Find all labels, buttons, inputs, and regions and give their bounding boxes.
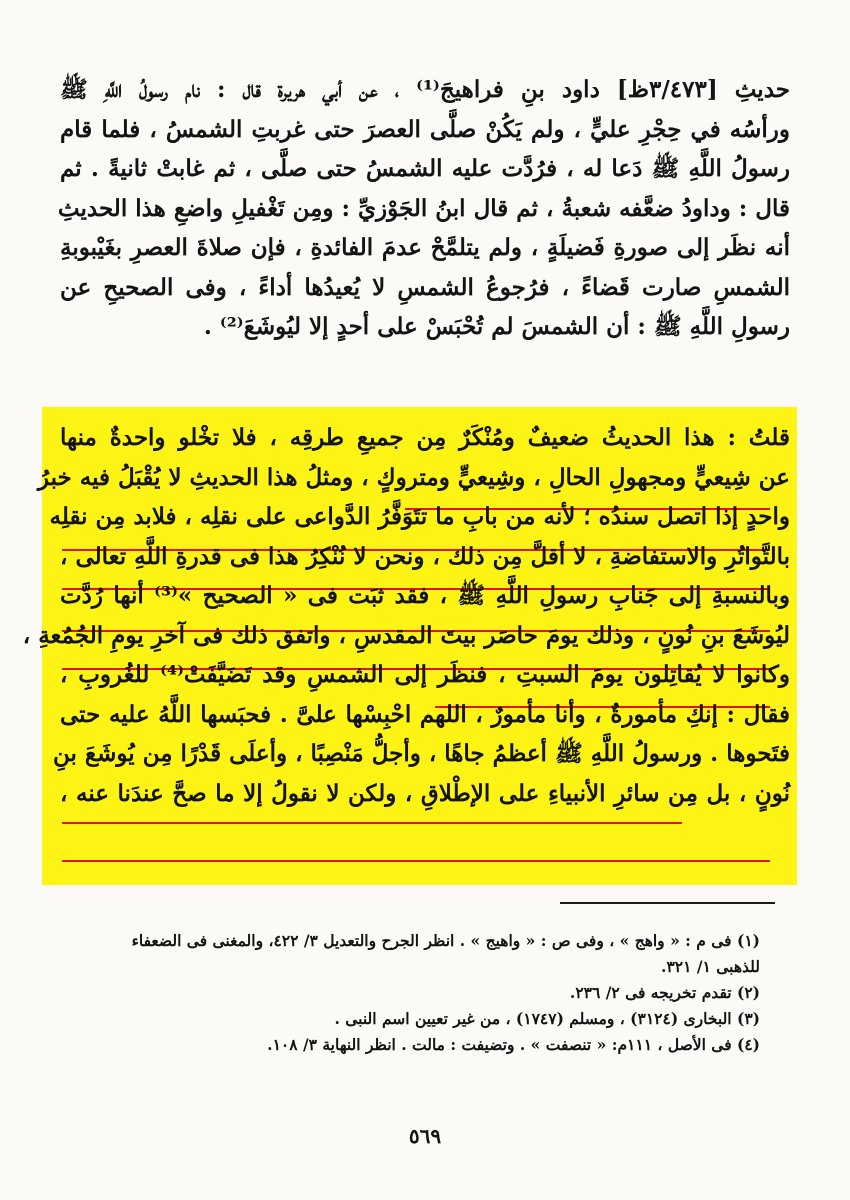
text-line: رسولِ اللَّهِ ﷺ : أن الشمسَ لم تُحْبَسْ على أحدٍ إلا ليُوشَعَ⁽²⁾ . — [203, 313, 790, 340]
text-line: ورأسُه في حِجْرِ عليٍّ ، ولم يَكُنْ صلَّى العصرَ حتى غربتِ الشمسُ ، فلما قام — [60, 115, 790, 143]
text-line: وكانوا لا يُقاتِلون يومَ السبتِ ، فنظَر إلى الشمسِ وقد تَضَيَّفَتْ⁽⁴⁾ للغُروبِ ، — [60, 661, 790, 688]
text-line: الشمسِ صارت قَضاءً ، فرُجوعُ الشمسِ لا يُعيدُها أداءً ، وفى الصحيحِ عن — [60, 273, 790, 301]
highlighted-text-block — [22, 418, 790, 813]
text-line: واحدٍ إذا اتصل سندُه ؛ لأنه من بابِ ما تتَوَفَّرُ الدَّواعى على نقلِه ، فلابد مِن نقلِه — [49, 503, 790, 530]
text-line: قال : وداودُ ضعَّفه شعبةُ ، ثم قال ابنُ الجَوْزيِّ : ومِن تَغْفيلِ واضعِ هذا الحديثِ — [57, 194, 790, 222]
text-line: بالتَّواتُرِ والاستفاضةِ ، لا أقلَّ مِن ذلك ، ونحن لا نُنْكِرُ هذا فى قدرةِ اللَّهِ تعالى ، — [60, 542, 790, 570]
footnote: (٢) تقدم تخريجه فى ٢/ ٢٣٦. — [569, 983, 760, 1002]
footnote: (٣) البخارى (٣١٢٤) ، ومسلم (١٧٤٧) ، من غير تعيين اسم النبى . — [334, 1009, 760, 1028]
text-line: نُونٍ ، بل مِن سائرِ الأنبياءِ على الإطْلاقِ ، ولكن لا نقولُ إلا ما صحَّ عندَنا عنه ، — [60, 779, 790, 807]
footnotes — [95, 928, 760, 1058]
page-number: ٥٦٩ — [408, 1124, 442, 1148]
text-line: فقال : إنكِ مأمورةٌ ، وأنا مأمورٌ ، اللهم احْبِسْها علىَّ . فحبَسها اللَّهُ عليه حتى — [60, 700, 790, 728]
text-line: قلتُ : هذا الحديثُ ضعيفٌ ومُنْكَرٌ مِن جميعِ طرقِه ، فلا تخْلو واحدةٌ منها — [60, 424, 790, 451]
footnote-divider — [560, 902, 775, 904]
text-line: ليُوشَعَ بنِ نُونٍ ، وذلك يومَ حاصَر بيتَ المقدسِ ، واتفق ذلك فى آخرِ يومِ الجُمُعةِ ، — [22, 621, 790, 649]
text-line: عن شِيعيٍّ ومجهولِ الحالِ ، وشِيعيٍّ ومتروكٍ ، ومثلُ هذا الحديثِ لا يُقْبَلُ فيه خبرُ — [37, 463, 790, 491]
footnote: (٤) فى الأصل ، ١١١م: « تنصفت » . وتضيفت : مالت . انظر النهاية ٣/ ١٠٨. — [267, 1035, 760, 1054]
text-line: أنه نظَر إلى صورةِ فَضيلَةٍ ، ولم يتلمَّحْ عدمَ الفائدةِ ، فإن صلاةَ العصرِ بغَيْبوبةِ — [60, 234, 790, 261]
text-line: وبالنسبةِ إلى جَنابِ رسولِ اللَّهِ ﷺ ، فقد ثبَت فى « الصحيح »⁽³⁾ أنها رُدَّت — [60, 582, 790, 609]
text-line: رسولُ اللَّهِ ﷺ دَعا له ، فرُدَّت عليه الشمسُ حتى صلَّى ، ثم غابتْ ثانيةً . ثم — [60, 155, 790, 182]
red-underline — [62, 822, 682, 824]
text-line: فتَحوها . ورسولُ اللَّهِ ﷺ أعظمُ جاهًا ، وأجلُّ مَنْصِبًا ، وأعلَى قَدْرًا مِن يُوشَعَ بنِ — [52, 740, 790, 767]
text-line: حديثِ [٣/٤٧٣ظ] داود بنِ فراهيجَ⁽¹⁾ ، عن أبي هريرة قال : نام رسولُ اللَّهِ ﷺ — [60, 76, 790, 103]
red-underline — [62, 860, 770, 862]
footnote: (١) فى م : « واهج » ، وفى ص : « واهيج » . انظر الجرح والتعديل ٣/ ٤٢٢، والمغنى فى الضعفاء للذهبى ١/ ٣٢١. — [131, 931, 760, 976]
main-text-block — [57, 70, 790, 347]
